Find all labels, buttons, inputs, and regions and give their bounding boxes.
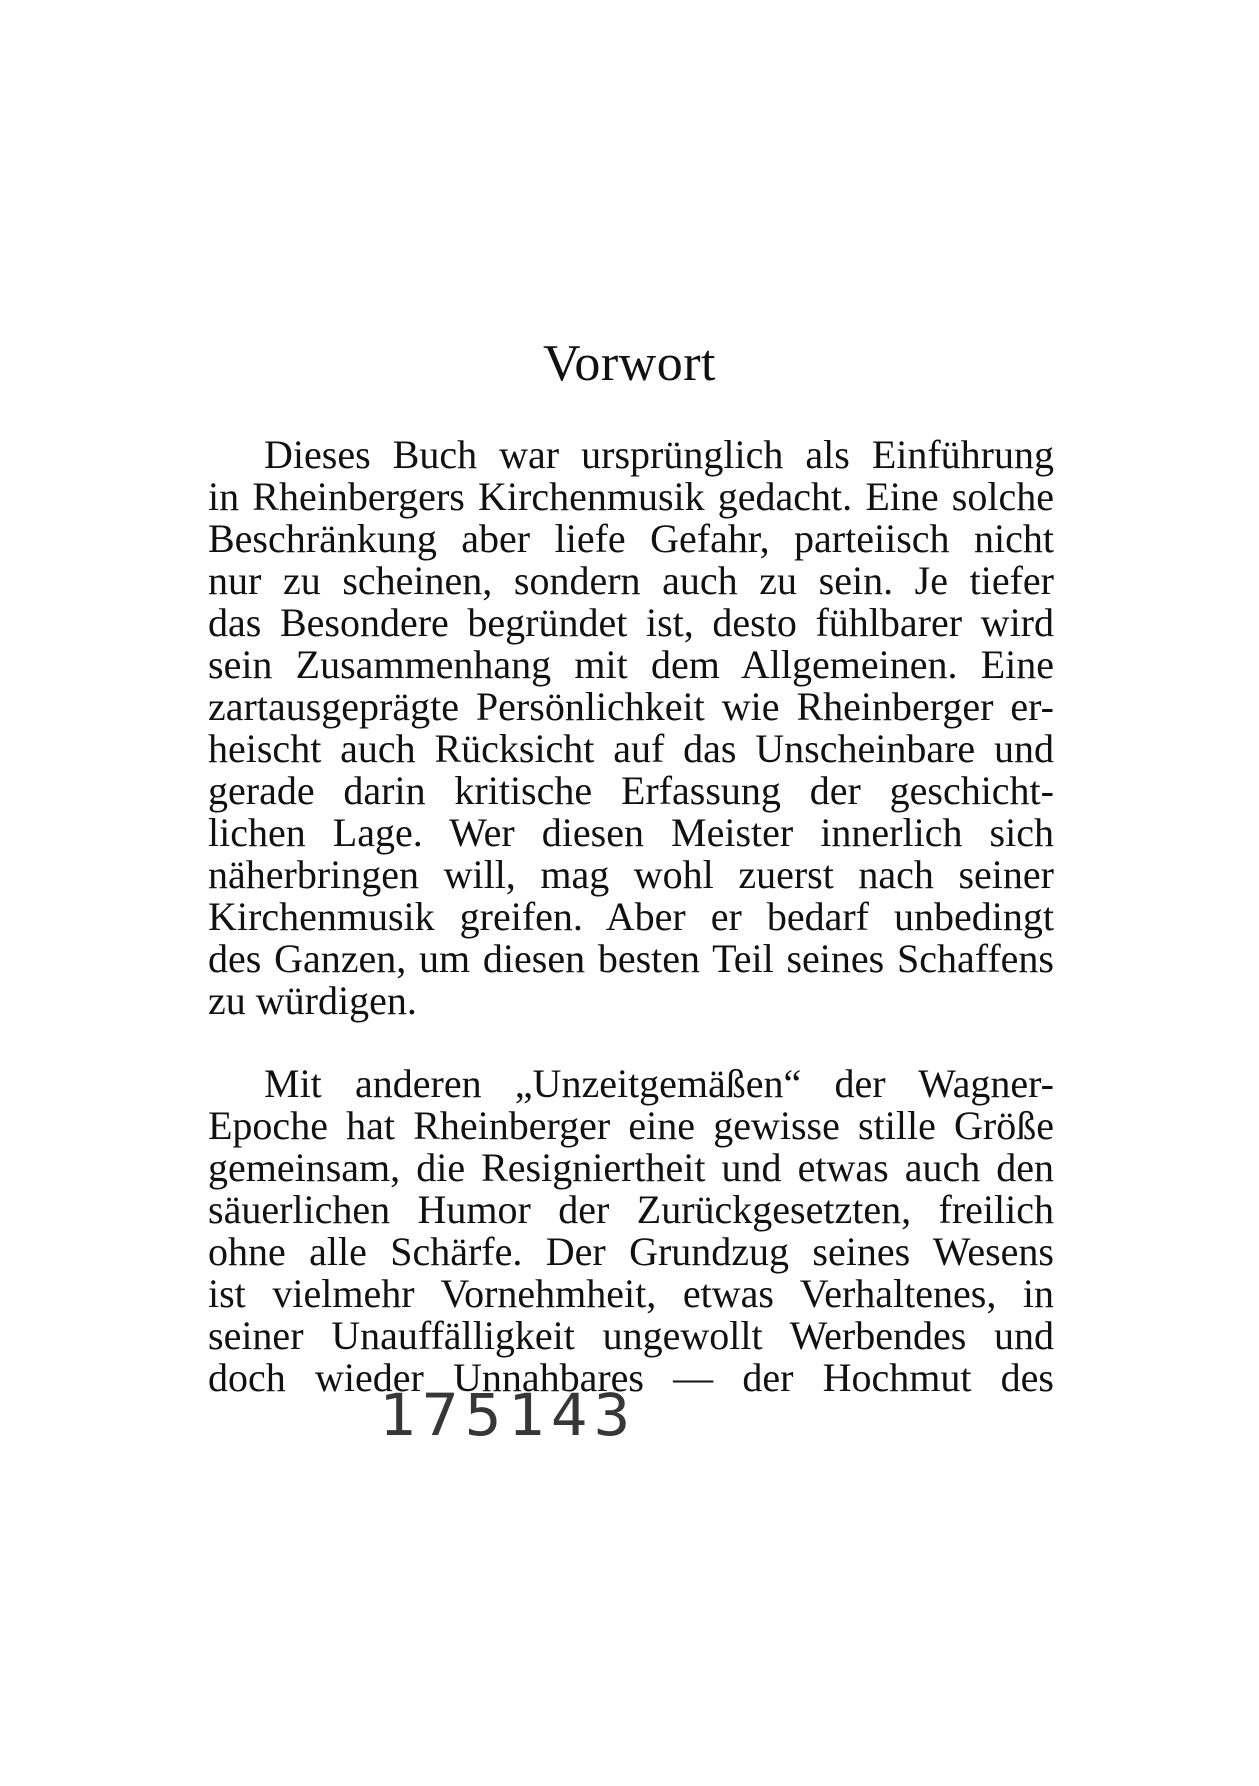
text-line: lichen Lage. Wer diesen Meister innerlich sich xyxy=(208,810,1054,855)
text-line: das Besondere begründet ist, desto fühlbarer wird xyxy=(208,600,1054,645)
text-line: Dieses Buch war ursprünglich als Einführung xyxy=(264,432,1054,477)
text-line: zartausgeprägte Persönlichkeit wie Rheinberger er- xyxy=(208,684,1054,729)
text-line: Mit anderen „Unzeitgemäßen“ der Wagner- xyxy=(264,1061,1054,1106)
text-line: seiner Unauffälligkeit ungewollt Werbendes und xyxy=(208,1313,1054,1358)
text-line: des Ganzen, um diesen besten Teil seines Schaffens xyxy=(208,936,1054,981)
text-line: ist vielmehr Vornehmheit, etwas Verhaltenes, in xyxy=(208,1271,1054,1316)
text-line: in Rheinbergers Kirchenmusik gedacht. Eine solche xyxy=(208,474,1054,519)
text-line: näherbringen will, mag wohl zuerst nach seiner xyxy=(208,852,1054,897)
text-line: heischt auch Rücksicht auf das Unscheinbare und xyxy=(208,726,1054,771)
text-line: ohne alle Schärfe. Der Grundzug seines Wesens xyxy=(208,1229,1054,1274)
text-line: Kirchenmusik greifen. Aber er bedarf unbedingt xyxy=(208,894,1054,939)
text-line: Epoche hat Rheinberger eine gewisse stille Größe xyxy=(208,1103,1054,1148)
text-line: säuerlichen Humor der Zurückgesetzten, freilich xyxy=(208,1187,1054,1232)
text-line: zu würdigen. xyxy=(208,978,417,1023)
text-line: Beschränkung aber liefe Gefahr, parteiisch nicht xyxy=(208,516,1054,561)
page-title: Vorwort xyxy=(543,335,716,392)
text-line: gemeinsam, die Resigniertheit und etwas auch den xyxy=(208,1145,1054,1190)
text-line: doch wieder Unnahbares — der Hochmut des xyxy=(208,1355,1054,1400)
paragraph-1 xyxy=(208,434,1054,1022)
library-stamp-number: 175143 xyxy=(378,1381,637,1449)
text-line: sein Zusammenhang mit dem Allgemeinen. Eine xyxy=(208,642,1054,687)
text-line: gerade darin kritische Erfassung der geschicht- xyxy=(208,768,1054,813)
paragraph-2 xyxy=(208,1063,1054,1399)
text-line: nur zu scheinen, sondern auch zu sein. Je tiefer xyxy=(208,558,1054,603)
